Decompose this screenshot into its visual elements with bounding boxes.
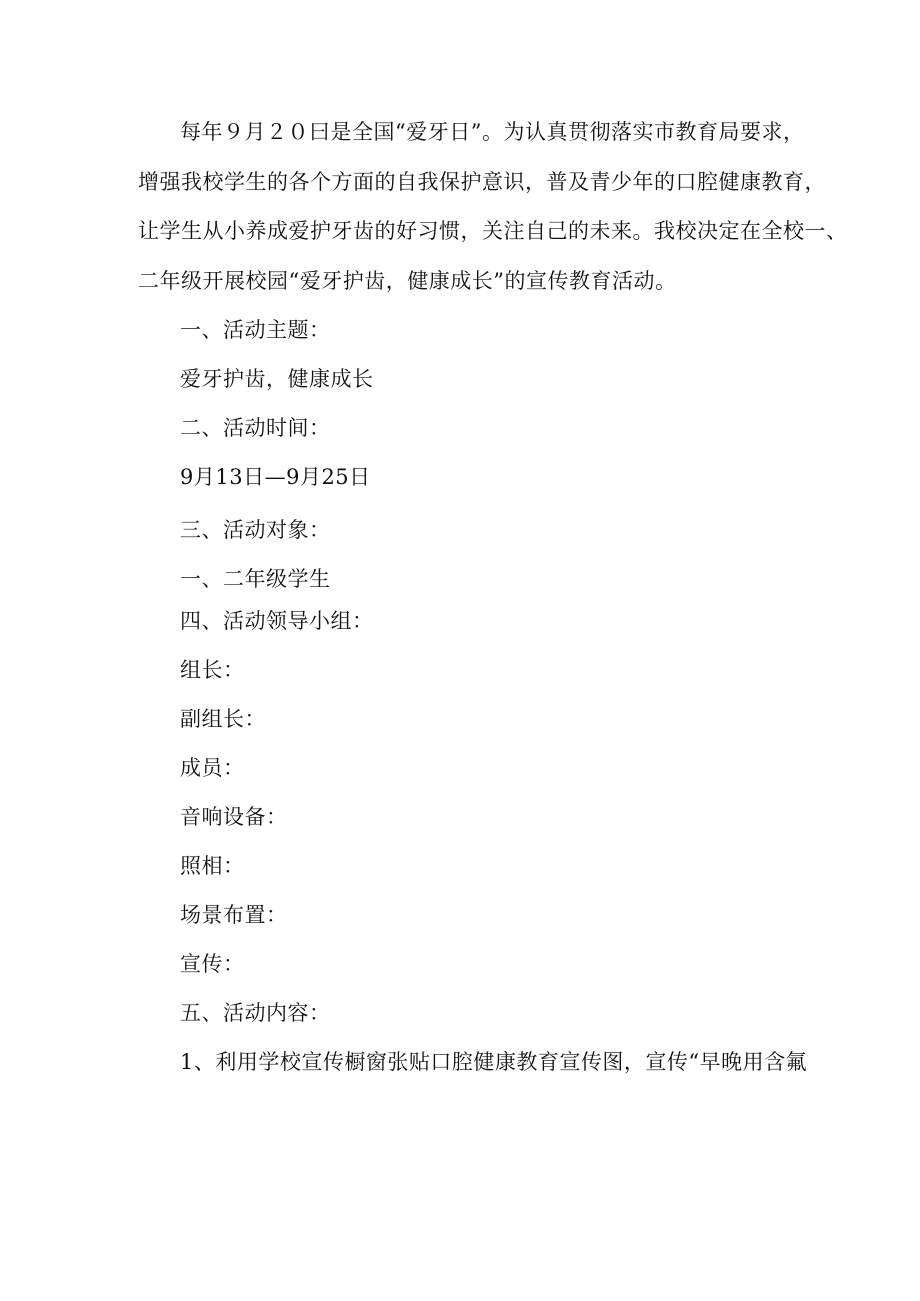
publicity-label: 宣传：	[180, 952, 245, 976]
audio-equipment-label: 音响设备：	[180, 805, 288, 829]
scene-setup-label: 场景布置：	[180, 903, 288, 927]
target-heading: 三、活动对象：	[180, 518, 331, 542]
deputy-leader-label: 副组长：	[180, 707, 266, 731]
leader-label: 组长：	[180, 658, 245, 682]
photography-label: 照相：	[180, 854, 245, 878]
intro-line-1: 每年９月２０曰是全国“爱牙日”。为认真贯彻落实市教育局要求，	[180, 120, 805, 144]
target-value: 一、二年级学生	[180, 567, 331, 591]
leaders-heading: 四、活动领导小组：	[180, 609, 374, 633]
content-heading: 五、活动内容：	[180, 1001, 331, 1025]
time-heading: 二、活动时间：	[180, 416, 331, 440]
time-value: 9月13日—9月25日	[180, 465, 371, 489]
intro-line-2: 增强我校学生的各个方面的自我保护意识，普及青少年的口腔健康教育，	[138, 170, 826, 194]
intro-line-4: 二年级开展校园“爱牙护齿，健康成长”的宣传教育活动。	[138, 269, 677, 293]
theme-heading: 一、活动主题：	[180, 318, 331, 342]
intro-line-3: 让学生从小养成爱护牙齿的好习惯，关注自己的未来。我校决定在全校一、	[138, 219, 848, 243]
theme-value: 爱牙护齿，健康成长	[180, 367, 374, 391]
members-label: 成员：	[180, 756, 245, 780]
content-item-1: 1、利用学校宣传橱窗张贴口腔健康教育宣传图，宣传“早晚用含氟	[180, 1050, 808, 1074]
